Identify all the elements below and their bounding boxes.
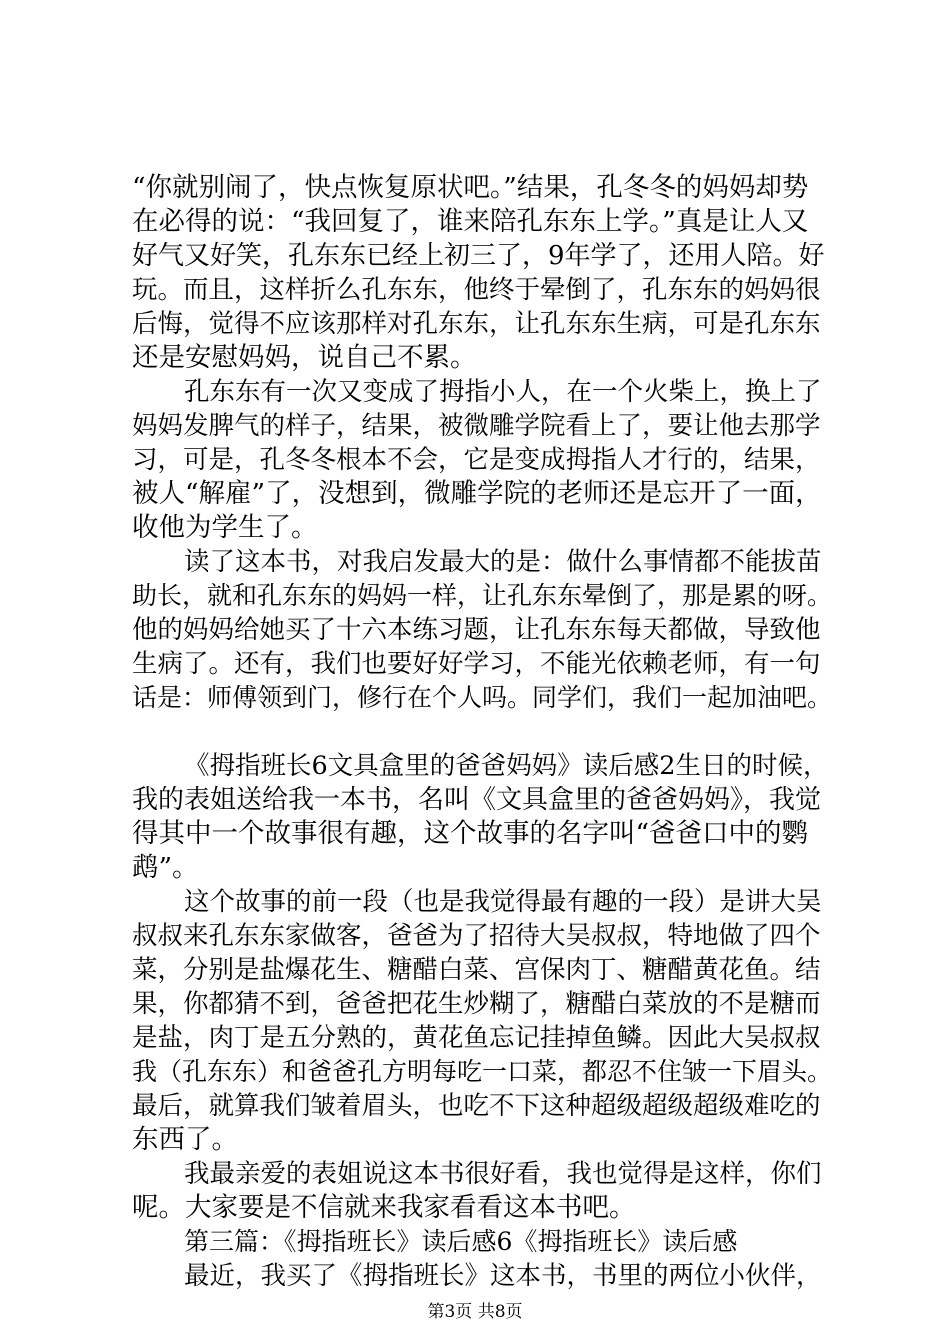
text-line: 还是安慰妈妈，说自己不累。 [132,342,477,373]
text-line: 呢。大家要是不信就来我家看看这本书吧。 [132,1192,636,1223]
section-heading: 第三篇：《拇指班长》读后感6《拇指班长》读后感 [184,1227,738,1256]
text-line: 得其中一个故事很有趣，这个故事的名字叫“爸爸口中的鹦 [132,818,809,849]
text-line: 读了这本书，对我启发最大的是：做什么事情都不能拔苗 [184,547,822,577]
text-line: 习，可是，孔冬冬根本不会，它是变成拇指人才行的，结果， [132,445,821,475]
text-line: 被人“解雇”了，没想到，微雕学院的老师还是忘开了一面， [132,478,822,509]
text-line: 他的妈妈给她买了十六本练习题，让孔东东每天都做，导致他 [132,615,821,645]
text-line: 《拇指班长6文具盒里的爸爸妈妈》读后感2生日的时候， [184,751,829,781]
text-line: 后悔，觉得不应该那样对孔东东，让孔东东生病，可是孔东东 [132,309,821,339]
text-line: 我的表姐送给我一本书，名叫《文具盒里的爸爸妈妈》，我觉 [132,785,822,815]
text-line: 我（孔东东）和爸爸孔方明每吃一口菜，都忍不住皱一下眉头。 [132,1057,833,1086]
text-line: 东西了。 [132,1124,238,1155]
text-line: 好气又好笑，孔东东已经上初三了，9年学了，还用人陪。好 [132,241,825,271]
text-line: 最近，我买了《拇指班长》这本书，书里的两位小伙伴， [184,1261,822,1291]
text-line: 叔叔来孔东东家做客，爸爸为了招待大吴叔叔，特地做了四个 [132,921,821,951]
text-line: 收他为学生了。 [132,512,318,543]
text-line: 助长，就和孔东东的妈妈一样，让孔东东晕倒了，那是累的呀。 [132,581,833,610]
text-line: 在必得的说：“我回复了，谁来陪孔东东上学。”真是让人又 [132,206,809,237]
text-line: 话是：师傅领到门，修行在个人吗。同学们，我们一起加油吧。 [132,683,833,712]
text-line: 是盐，肉丁是五分熟的，黄花鱼忘记挂掉鱼鳞。因此大吴叔叔 [132,1023,821,1053]
text-line: 最后，就算我们皱着眉头，也吃不下这种超级超级超级难吃的 [132,1091,821,1121]
text-line: 妈妈发脾气的样子，结果，被微雕学院看上了，要让他去那学 [132,411,821,441]
text-line: 玩。而且，这样折么孔东东，他终于晕倒了，孔东东的妈妈很 [132,275,821,305]
text-line: 果，你都猜不到，爸爸把花生炒糊了，糖醋白菜放的不是糖而 [132,989,821,1019]
text-line: 菜，分别是盐爆花生、糖醋白菜、宫保肉丁、糖醋黄花鱼。结 [132,955,821,985]
page-number-footer: 第3页 共8页 [427,1302,523,1322]
text-line: 这个故事的前一段（也是我觉得最有趣的一段）是讲大吴 [184,887,822,917]
text-line: 我最亲爱的表姐说这本书很好看，我也觉得是这样，你们 [184,1159,822,1189]
text-line: “你就别闹了，快点恢复原状吧。”结果，孔冬冬的妈妈却势 [132,172,809,203]
text-line: 孔东东有一次又变成了拇指小人，在一个火柴上，换上了 [184,377,822,407]
text-line: 生病了。还有，我们也要好好学习，不能光依赖老师，有一句 [132,649,821,679]
text-line: 鹉”。 [132,852,199,883]
